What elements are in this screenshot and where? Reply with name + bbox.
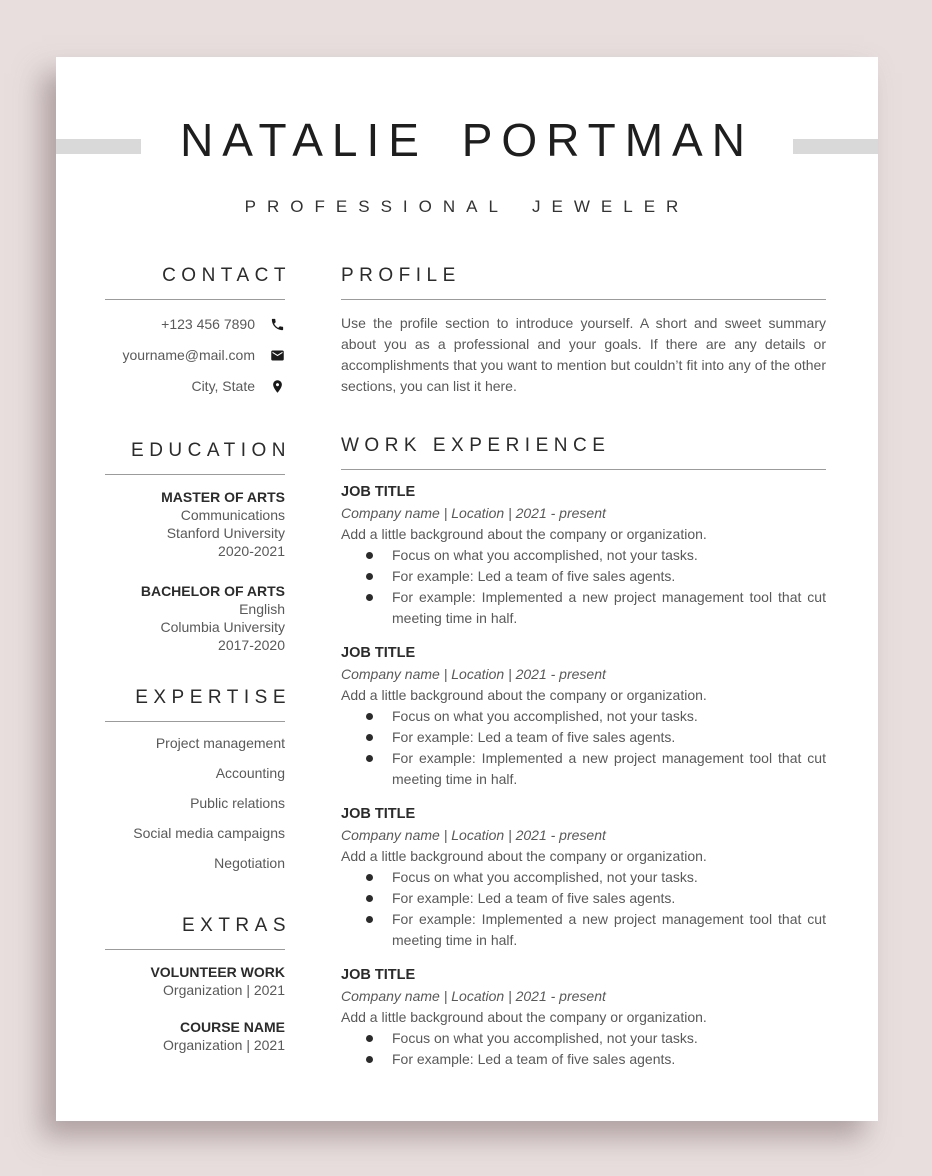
education-years: 2017-2020 — [218, 637, 285, 653]
job-entry — [341, 965, 826, 1070]
job-meta: Company name | Location | 2021 - present — [341, 666, 606, 682]
education-degree: BACHELOR OF ARTS — [140, 583, 285, 599]
job-description: Add a little background about the company or organization. — [341, 1009, 707, 1025]
extras-section — [105, 914, 291, 1054]
bullet-dot — [366, 713, 373, 720]
bullet-text: Focus on what you accomplished, not your tasks. — [392, 708, 698, 724]
expertise-list — [105, 734, 285, 872]
job-bullet-list — [341, 1028, 826, 1070]
job-entry — [341, 482, 826, 629]
section-divider — [105, 474, 285, 475]
bullet-text: For example: Implemented a new project management tool that cut meeting time in half. — [392, 589, 826, 626]
header-accent-bar-right — [793, 139, 878, 154]
education-item — [105, 582, 285, 654]
bullet-dot — [366, 552, 373, 559]
resume-page — [56, 57, 878, 1121]
main-column — [341, 264, 826, 1084]
contact-heading: CONTACT — [162, 265, 291, 286]
expertise-item: Public relations — [190, 795, 285, 811]
profile-heading: PROFILE — [341, 265, 461, 286]
profile-text: Use the profile section to introduce yourself. A short and sweet summary about you as a professional and your goals. If there are any details or accomplishments that you want to mention but couldn’t fit into any of the other sections, you can list it here. — [341, 315, 826, 394]
section-divider — [105, 949, 285, 950]
education-item — [105, 488, 285, 560]
profile-section — [341, 264, 826, 397]
bullet-dot — [366, 916, 373, 923]
bullet-dot — [366, 573, 373, 580]
job-entry — [341, 804, 826, 951]
education-school: Columbia University — [160, 619, 285, 635]
bullet-text: Focus on what you accomplished, not your tasks. — [392, 547, 698, 563]
expertise-item: Negotiation — [214, 855, 285, 871]
contact-item-text: +123 456 7890 — [161, 316, 255, 332]
section-divider — [105, 299, 285, 300]
job-bullet-list — [341, 545, 826, 629]
education-section — [105, 439, 291, 654]
job-bullet — [341, 867, 826, 888]
bullet-text: For example: Led a team of five sales agents. — [392, 890, 676, 906]
job-bullet — [341, 909, 826, 951]
extras-list — [105, 963, 285, 1054]
bullet-text: For example: Led a team of five sales agents. — [392, 1051, 676, 1067]
job-bullet — [341, 888, 826, 909]
job-meta: Company name | Location | 2021 - present — [341, 505, 606, 521]
extras-heading: EXTRAS — [181, 915, 291, 936]
person-title: PROFESSIONAL JEWELER — [244, 197, 690, 216]
job-bullet-list — [341, 706, 826, 790]
bullet-text: For example: Implemented a new project management tool that cut meeting time in half. — [392, 750, 826, 787]
education-list — [105, 488, 285, 654]
contact-item-text: yourname@mail.com — [122, 347, 255, 363]
job-bullet — [341, 587, 826, 629]
education-heading: EDUCATION — [131, 440, 291, 461]
education-field: Communications — [180, 507, 285, 523]
location-icon — [270, 379, 285, 394]
bullet-dot — [366, 895, 373, 902]
job-list — [341, 482, 826, 1070]
job-description: Add a little background about the company or organization. — [341, 687, 707, 703]
expertise-heading: EXPERTISE — [135, 687, 291, 708]
job-title: JOB TITLE — [341, 806, 416, 822]
contact-list — [105, 315, 285, 395]
job-bullet-list — [341, 867, 826, 951]
job-bullet — [341, 566, 826, 587]
contact-item — [105, 346, 285, 364]
bullet-dot — [366, 734, 373, 741]
expertise-section — [105, 686, 291, 872]
extras-item-detail: Organization | 2021 — [163, 982, 285, 998]
bullet-text: For example: Led a team of five sales agents. — [392, 729, 676, 745]
education-degree: MASTER OF ARTS — [161, 489, 285, 505]
extras-item-title: COURSE NAME — [179, 1019, 285, 1035]
bullet-dot — [366, 1056, 373, 1063]
job-meta: Company name | Location | 2021 - present — [341, 827, 606, 843]
resume-columns — [56, 264, 878, 1084]
header-accent-bar-left — [56, 139, 141, 154]
extras-item-title: VOLUNTEER WORK — [150, 964, 285, 980]
section-divider — [341, 299, 826, 300]
job-description: Add a little background about the company or organization. — [341, 848, 707, 864]
extras-item — [105, 1018, 285, 1054]
bullet-dot — [366, 1035, 373, 1042]
phone-icon — [270, 317, 285, 332]
work-experience-heading: WORK EXPERIENCE — [341, 435, 611, 456]
job-meta: Company name | Location | 2021 - present — [341, 988, 606, 1004]
job-bullet — [341, 748, 826, 790]
bullet-dot — [366, 755, 373, 762]
expertise-item: Project management — [155, 735, 285, 751]
expertise-item: Accounting — [215, 765, 285, 781]
contact-item — [105, 377, 285, 395]
bullet-dot — [366, 594, 373, 601]
bullet-text: Focus on what you accomplished, not your tasks. — [392, 1030, 698, 1046]
sidebar — [105, 264, 291, 1084]
job-description: Add a little background about the company or organization. — [341, 526, 707, 542]
contact-section — [105, 264, 291, 395]
expertise-item: Social media campaigns — [133, 825, 285, 841]
contact-item-text: City, State — [191, 378, 255, 394]
education-years: 2020-2021 — [218, 543, 285, 559]
bullet-text: Focus on what you accomplished, not your tasks. — [392, 869, 698, 885]
job-bullet — [341, 1028, 826, 1049]
work-experience-section — [341, 434, 826, 1070]
resume-header — [56, 57, 878, 215]
extras-item — [105, 963, 285, 999]
job-bullet — [341, 1049, 826, 1070]
job-bullet — [341, 545, 826, 566]
email-icon — [270, 348, 285, 363]
job-entry — [341, 643, 826, 790]
education-field: English — [239, 601, 285, 617]
job-bullet — [341, 727, 826, 748]
job-title: JOB TITLE — [341, 484, 416, 500]
contact-item — [105, 315, 285, 333]
bullet-text: For example: Led a team of five sales agents. — [392, 568, 676, 584]
job-title: JOB TITLE — [341, 967, 416, 983]
job-bullet — [341, 706, 826, 727]
section-divider — [341, 469, 826, 470]
bullet-dot — [366, 874, 373, 881]
job-title: JOB TITLE — [341, 645, 416, 661]
section-divider — [105, 721, 285, 722]
person-name: NATALIE PORTMAN — [180, 114, 754, 166]
bullet-text: For example: Implemented a new project management tool that cut meeting time in half. — [392, 911, 826, 948]
education-school: Stanford University — [166, 525, 285, 541]
extras-item-detail: Organization | 2021 — [163, 1037, 285, 1053]
